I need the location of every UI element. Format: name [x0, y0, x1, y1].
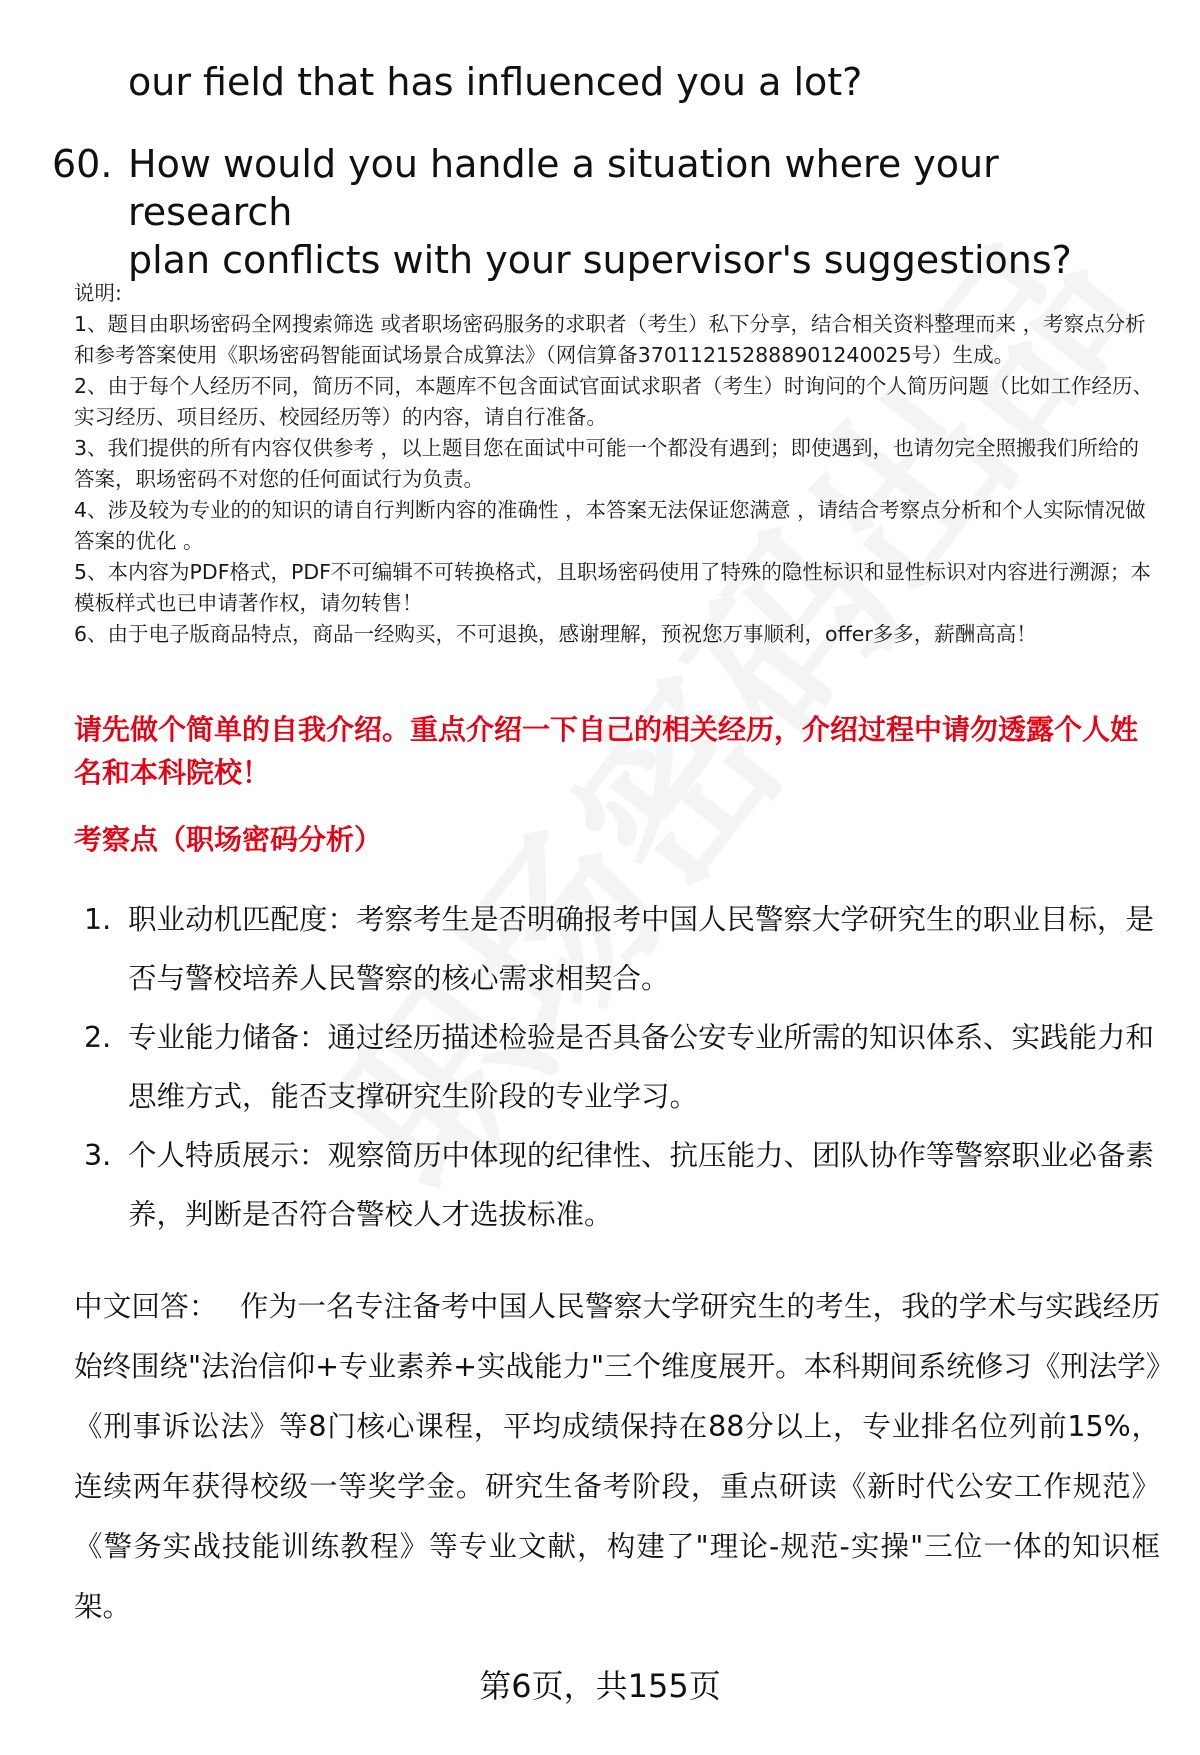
- notes-title: 说明:: [74, 281, 122, 305]
- disclaimer-notes: [74, 278, 1158, 650]
- notes-item: 6、由于电子版商品特点，商品一经购买，不可退换，感谢理解，预祝您万事顺利，offer多多，薪酬高高！: [74, 622, 1037, 646]
- question-60-number: 60.: [52, 142, 113, 186]
- interview-question-heading: 请先做个简单的自我介绍。重点介绍一下自己的相关经历，介绍过程中请勿透露个人姓名和本科院校！: [74, 713, 1139, 789]
- answer-text: 作为一名专注备考中国人民警察大学研究生的考生，我的学术与实践经历始终围绕"法治信仰+专业素养+实战能力"三个维度展开。本科期间系统修习《刑法学》《刑事诉讼法》等8门核心课程，平均成绩保持在88分以上，专业排名位列前15%，连续两年获得校级一等奖学金。研究生备考阶段，重点研读《新时代公安工作规范》《警务实战技能训练教程》等专业文献，构建了"理论-规范-实操"三位一体的知识框架。: [74, 1290, 1160, 1623]
- analysis-point: [84, 890, 1164, 1008]
- analysis-point: [84, 1008, 1164, 1126]
- question-60-text: [128, 140, 1128, 284]
- analysis-point-number: 2.: [84, 1021, 112, 1054]
- notes-item: 3、我们提供的所有内容仅供参考 ，以上题目您在面试中可能一个都没有遇到；即使遇到，也请勿完全照搬我们所给的答案，职场密码不对您的任何面试行为负责。: [74, 436, 1140, 491]
- analysis-point-number: 1.: [84, 903, 112, 936]
- analysis-point-text: 职业动机匹配度：考察考生是否明确报考中国人民警察大学研究生的职业目标，是否与警校培养人民警察的核心需求相契合。: [128, 903, 1155, 995]
- analysis-point: [84, 1126, 1164, 1244]
- analysis-title: 考察点（职场密码分析）: [74, 823, 383, 856]
- notes-item: 2、由于每个人经历不同，简历不同，本题库不包含面试官面试求职者（考生）时询问的个人简历问题（比如工作经历、实习经历、项目经历、校园经历等）的内容，请自行准备。: [74, 374, 1154, 429]
- question-59-tail: our field that has influenced you a lot?: [128, 60, 863, 104]
- question-60-line-2: plan conflicts with your supervisor's suggestions?: [128, 238, 1072, 282]
- notes-item: 4、涉及较为专业的的知识的请自行判断内容的准确性 ，本答案无法保证您满意 ，请结合考察点分析和个人实际情况做答案的优化 。: [74, 498, 1146, 553]
- page-number-footer: 第6页，共155页: [479, 1667, 721, 1705]
- notes-item: 1、题目由职场密码全网搜索筛选 或者职场密码服务的求职者（考生）私下分享，结合相关资料整理而来 ，考察点分析和参考答案使用《职场密码智能面试场景合成算法》（网信算备370112152888901240025号）生成。: [74, 312, 1146, 367]
- answer-label: 中文回答：: [74, 1290, 218, 1323]
- analysis-point-text: 专业能力储备：通过经历描述检验是否具备公安专业所需的知识体系、实践能力和思维方式，能否支撑研究生阶段的专业学习。: [128, 1021, 1155, 1113]
- notes-item: 5、本内容为PDF格式，PDF不可编辑不可转换格式，且职场密码使用了特殊的隐性标识和显性标识对内容进行溯源；本模板样式也已申请著作权，请勿转售！: [74, 560, 1151, 615]
- answer-paragraph: [74, 1277, 1160, 1637]
- analysis-point-text: 个人特质展示：观察简历中体现的纪律性、抗压能力、团队协作等警察职业必备素养，判断是否符合警校人才选拔标准。: [128, 1139, 1155, 1231]
- question-60-line-1: How would you handle a situation where your research: [128, 142, 999, 234]
- analysis-point-number: 3.: [84, 1139, 112, 1172]
- analysis-points: [84, 890, 1164, 1244]
